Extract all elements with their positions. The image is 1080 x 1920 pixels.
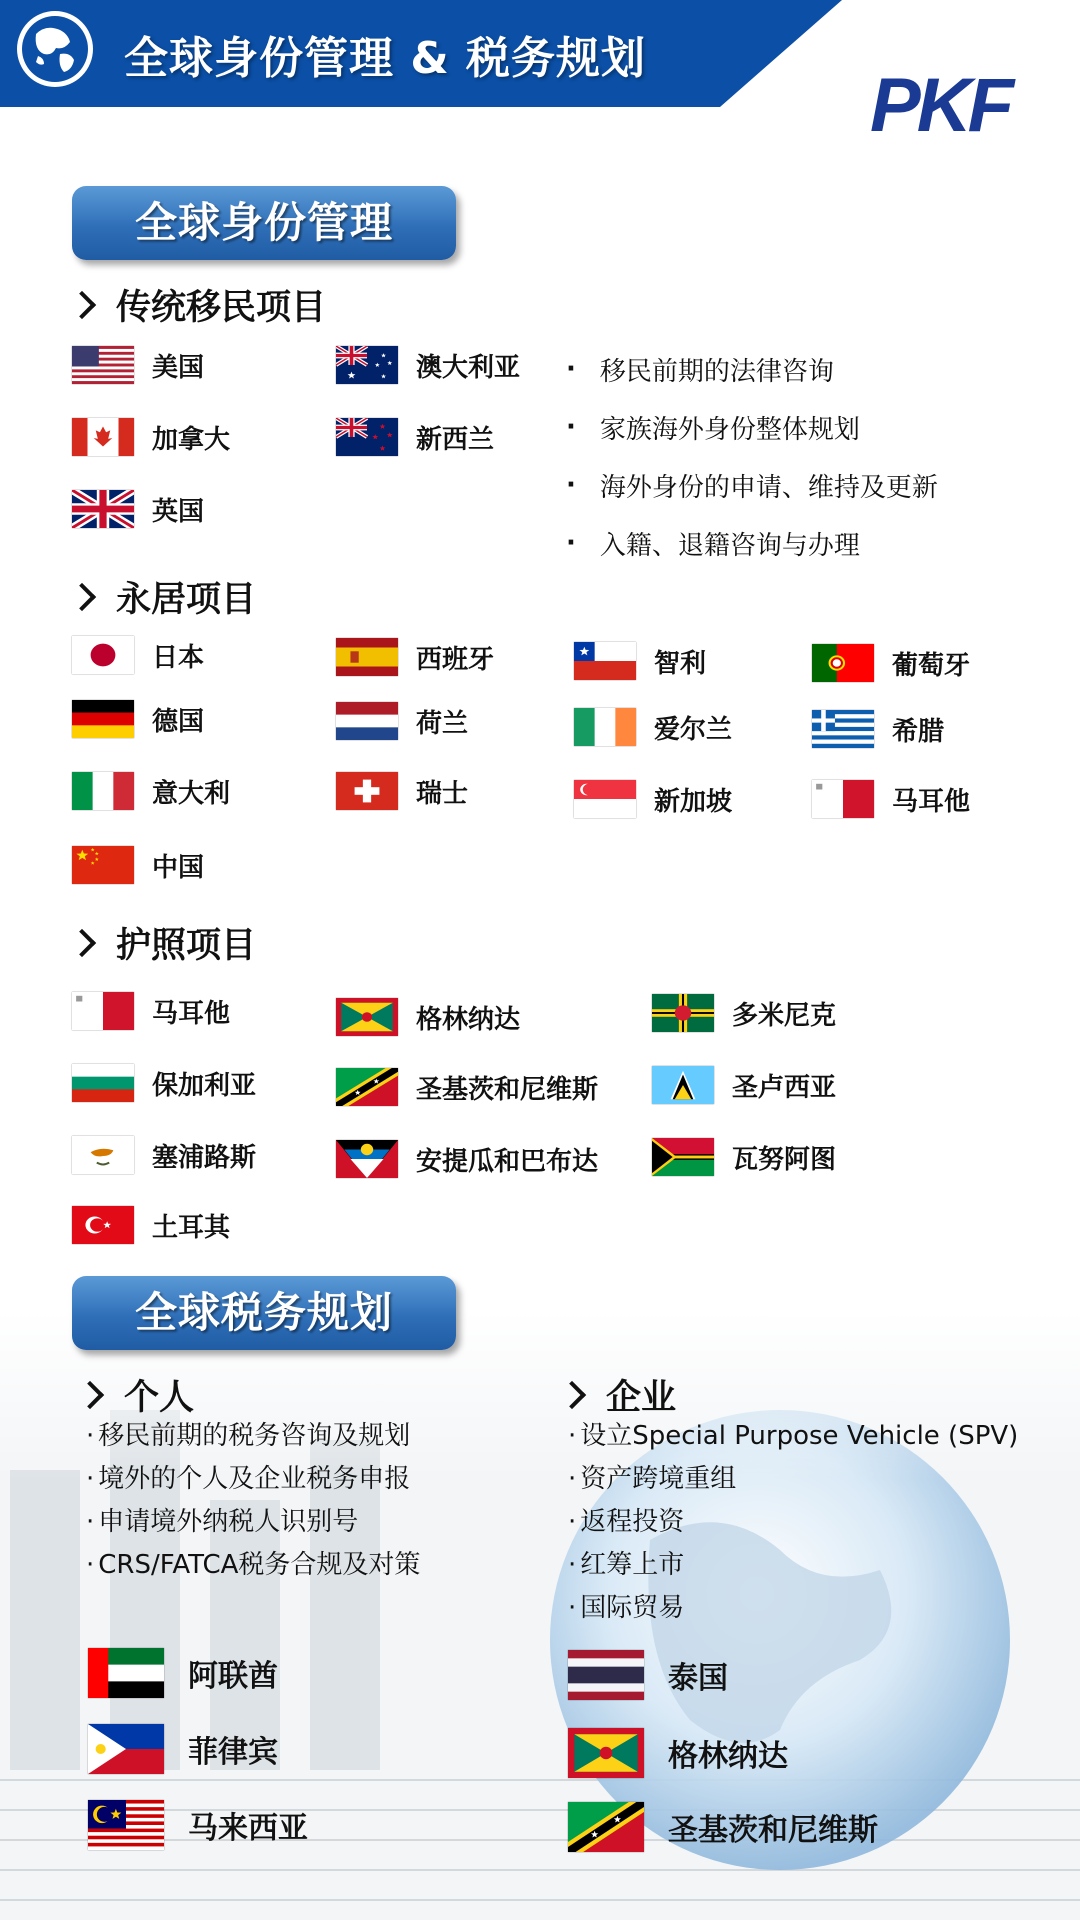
country-item-au [336,346,520,384]
list-item: · 入籍、退籍咨询与办理 [566,528,860,561]
personal-items-list [86,1415,420,1587]
country-name: 葡萄牙 [892,650,971,681]
country-name: 英国 [152,496,205,527]
country-item-mt [72,992,230,1030]
country-name: 塞浦路斯 [152,1142,257,1173]
flag-gd-icon [568,1728,644,1778]
flag-ca-icon [72,418,134,456]
pkf-logo: PKF [870,63,1010,148]
country-name: 马来西亚 [188,1811,308,1846]
country-name: 新加坡 [654,786,733,817]
heading-personal: 个人 [80,1370,194,1420]
country-name: 意大利 [152,778,231,809]
country-name: 日本 [152,642,205,673]
country-item-ag [336,1140,598,1178]
flag-lc-icon [652,1066,714,1104]
country-name: 土耳其 [152,1212,231,1243]
flag-ag-icon [336,1140,398,1178]
flag-kn-icon [568,1802,644,1852]
country-item-ch [336,772,468,810]
country-item-cn [72,846,204,884]
country-name: 格林纳达 [668,1739,788,1774]
flag-au-icon [336,346,398,384]
flag-cl-icon [574,642,636,680]
flag-dm-icon [652,994,714,1032]
flag-my-icon [88,1800,164,1850]
country-item-nl [336,702,468,740]
country-item-gd [336,998,520,1036]
flag-ae-icon [88,1648,164,1698]
country-name: 泰国 [668,1661,728,1696]
country-item-tr [72,1206,230,1244]
flag-ie-icon [574,708,636,746]
country-name: 圣卢西亚 [732,1072,837,1103]
country-item-bg [72,1064,256,1102]
flag-cy-icon [72,1136,134,1174]
corporate-items-list [568,1415,1018,1630]
country-name: 多米尼克 [732,1000,837,1031]
flag-sg-icon [574,780,636,818]
country-item-gr [812,710,944,748]
flag-gb-icon [72,490,134,528]
country-item-my [88,1800,308,1850]
heading-permanent: 永居项目 [72,572,256,622]
page-title: 全球身份管理 & 税务规划 [124,33,647,84]
country-item-ie [574,708,732,746]
chevron-right-icon [76,1381,104,1409]
list-item: · 资产跨境重组 [568,1464,737,1494]
country-name: 爱尔兰 [654,714,733,745]
flag-us-icon [72,346,134,384]
flag-tr-icon [72,1206,134,1244]
list-item: · 家族海外身份整体规划 [566,412,860,445]
country-name: 安提瓜和巴布达 [416,1146,599,1177]
country-item-gd [568,1728,788,1778]
country-name: 马耳他 [892,786,971,817]
country-name: 澳大利亚 [416,352,521,383]
country-item-vu [652,1138,836,1176]
country-name: 圣基茨和尼维斯 [668,1813,878,1848]
flag-ph-icon [88,1724,164,1774]
list-item: · 移民前期的税务咨询及规划 [86,1421,411,1451]
country-item-nz [336,418,494,456]
globe-icon [14,8,96,90]
list-item: · CRS/FATCA税务合规及对策 [86,1550,421,1580]
country-name: 智利 [654,648,707,679]
country-name: 西班牙 [416,644,495,675]
country-item-jp [72,636,204,674]
chevron-right-icon [68,929,96,957]
country-item-it [72,772,230,810]
country-item-ph [88,1724,278,1774]
country-name: 加拿大 [152,424,231,455]
country-name: 马耳他 [152,998,231,1029]
flag-th-icon [568,1650,644,1700]
country-item-ca [72,418,230,456]
flag-gd-icon [336,998,398,1036]
country-name: 瓦努阿图 [732,1144,837,1175]
country-item-lc [652,1066,836,1104]
country-item-cy [72,1136,256,1174]
flag-gr-icon [812,710,874,748]
country-item-dm [652,994,836,1032]
list-item: · 红筹上市 [568,1550,685,1580]
country-name: 瑞士 [416,778,469,809]
country-item-pt [812,644,970,682]
country-item-kn [568,1802,878,1852]
flag-pt-icon [812,644,874,682]
country-name: 保加利亚 [152,1070,257,1101]
country-item-de [72,700,204,738]
country-name: 菲律宾 [188,1735,278,1770]
country-item-us [72,346,204,384]
list-item: · 设立Special Purpose Vehicle (SPV) [568,1421,1019,1451]
country-item-mt [812,780,970,818]
flag-it-icon [72,772,134,810]
section-title-tax: 全球税务规划 [72,1276,456,1350]
country-item-ae [88,1648,278,1698]
country-name: 中国 [152,852,205,883]
heading-passport: 护照项目 [72,918,256,968]
list-item: · 海外身份的申请、维持及更新 [566,470,938,503]
flag-vu-icon [652,1138,714,1176]
country-name: 美国 [152,352,205,383]
country-item-es [336,638,494,676]
section-title-identity: 全球身份管理 [72,186,456,260]
flag-jp-icon [72,636,134,674]
flag-nz-icon [336,418,398,456]
country-name: 圣基茨和尼维斯 [416,1074,599,1105]
list-item: · 国际贸易 [568,1593,685,1623]
flag-de-icon [72,700,134,738]
flag-es-icon [336,638,398,676]
flag-nl-icon [336,702,398,740]
chevron-right-icon [68,583,96,611]
country-name: 德国 [152,706,205,737]
list-item: · 移民前期的法律咨询 [566,354,834,387]
country-item-kn [336,1068,598,1106]
chevron-right-icon [558,1381,586,1409]
flag-ch-icon [336,772,398,810]
flag-mt-icon [812,780,874,818]
list-item: · 境外的个人及企业税务申报 [86,1464,411,1494]
country-name: 阿联酋 [188,1659,278,1694]
country-name: 新西兰 [416,424,495,455]
country-item-sg [574,780,732,818]
flag-bg-icon [72,1064,134,1102]
flag-cn-icon [72,846,134,884]
chevron-right-icon [68,291,96,319]
list-item: · 申请境外纳税人识别号 [86,1507,359,1537]
flag-kn-icon [336,1068,398,1106]
heading-traditional: 传统移民项目 [72,280,326,330]
flag-mt-icon [72,992,134,1030]
list-item: · 返程投资 [568,1507,685,1537]
country-name: 希腊 [892,716,945,747]
country-name: 格林纳达 [416,1004,521,1035]
country-item-cl [574,642,706,680]
country-item-th [568,1650,728,1700]
traditional-services-list [566,340,938,572]
heading-corporate: 企业 [562,1370,676,1420]
country-item-gb [72,490,204,528]
country-name: 荷兰 [416,708,469,739]
